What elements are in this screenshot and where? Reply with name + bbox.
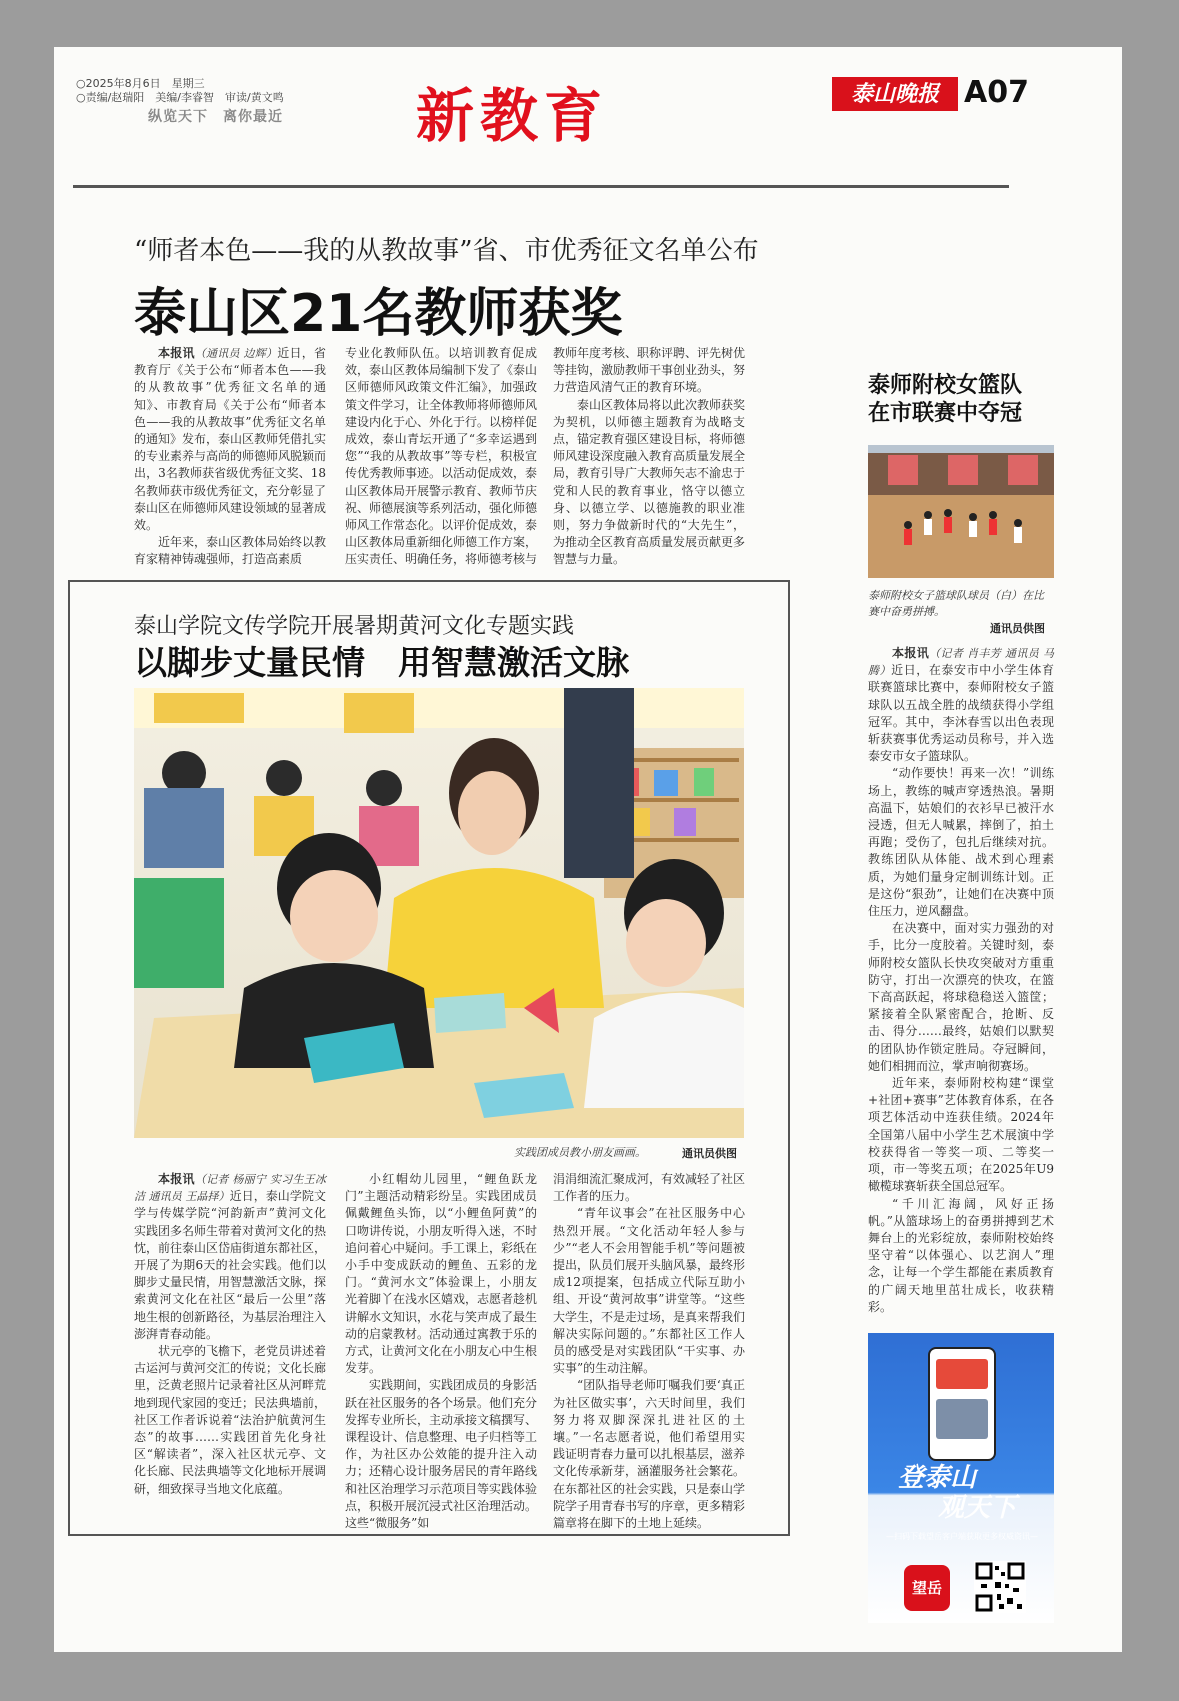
date-line: ○2025年8月6日 星期三 bbox=[76, 77, 205, 90]
story3-p5: “千川汇海阔，风好正扬帆。”从篮球场上的奋勇拼搏到艺术舞台上的光彩绽放，泰师附校始终坚守着“以体强心、以艺润人”理念，让每一个学生都能在素质教育的广阔天地里茁壮成长，收获精彩。 bbox=[868, 1196, 1054, 1314]
story2-kicker: 泰山学院文传学院开展暑期黄河文化专题实践 bbox=[134, 614, 575, 639]
story1-col1-p1: 近日，省教育厅《关于公布“师者本色——我的从教故事”优秀征文名单的通知》、市教育局《关于公布“师者本色——我的从教故事”优秀征文名单的通知》发布，泰山区教师凭借扎实的专业素养与高尚的师德师风脱颖而出，3名教师获省级优秀征文奖、18名教师获市级优秀征文，充分彰显了泰山区在师德师风建设领域的显著成效。 bbox=[134, 346, 327, 533]
story3-photo-credit: 通讯员供图 bbox=[990, 622, 1045, 635]
story3-p4: 近年来，泰师附校构建“课堂+社团+赛事”艺体教育体系，在各项艺体活动中连获佳绩。2024年全国第八届中小学生艺术展演中学校获得省一等奖一项、二等奖一项，市一等奖五项；在2025年U9橄榄球赛斩获全国总冠军。 bbox=[868, 1076, 1054, 1194]
newspaper-page bbox=[54, 47, 1122, 1652]
story3-p3: 在决赛中，面对实力强劲的对手，比分一度胶着。关键时刻，泰师附校女篮队长快攻突破对方重重防守，打出一次漂亮的快攻，在篮下高高跃起，将球稳稳送入篮筐；紧接着全队紧密配合，抢断、反击、得分……最终，姑娘们以默契的团队协作锁定胜局。夺冠瞬间，她们相拥而泣，掌声响彻赛场。 bbox=[868, 921, 1054, 1073]
story1-col1 bbox=[134, 345, 327, 567]
story1-col3 bbox=[553, 345, 746, 567]
phone-icon bbox=[928, 1347, 996, 1461]
classroom-photo bbox=[134, 688, 744, 1138]
story2-lead-label: 本报讯 bbox=[158, 1172, 195, 1186]
story3-p1: 近日，在泰安市中小学生体育联赛篮球比赛中，泰师附校女子篮球队以五战全胜的战绩获得小学组冠军。其中，李沐春雪以出色表现斩获赛事优秀运动员称号，并入选泰安市女子篮球队。 bbox=[868, 663, 1054, 764]
story3-byline: （记者 肖丰芳 通讯员 马腾） bbox=[868, 647, 1054, 678]
section-title: 新教育 bbox=[416, 82, 609, 150]
app-ad bbox=[868, 1333, 1054, 1623]
story3-headline-line2: 在市联赛中夺冠 bbox=[868, 401, 1023, 426]
page-number: A07 bbox=[964, 75, 1029, 110]
story1-col2-p1: 专业化教师队伍。以培训教育促成效，泰山区教体局编制下发了《泰山区师德师风政策文件汇编》，加强政策文件学习，让全体教师将师德师风建设内化于心、外化于行。以榜样促成效，泰山青坛开通了“多幸运遇到您”“我的从教故事”等专栏，积极宣传优秀教师事迹。以活动促成效，泰山区教体局开展警示教育、教师节庆祝、师德展演等系列活动，强化师德师风工作常态化。以评价促成效，泰山区教体局重新细化师德工作方案，压实责任、明确任务，将师德考核与 bbox=[345, 346, 538, 567]
story1-lead-label: 本报讯 bbox=[158, 346, 195, 360]
story2-col3-p1: 涓涓细流汇聚成河，有效减轻了社区工作者的压力。 bbox=[553, 1172, 746, 1204]
story2-col2 bbox=[345, 1171, 538, 1531]
story1-col1-p2: 近年来，泰山区教体局始终以教育家精神铸魂强师，打造高素质 bbox=[134, 535, 327, 567]
story3-photo-caption: 泰师附校女子篮球队球员（白）在比赛中奋勇拼搏。 bbox=[868, 589, 1044, 618]
story2-col3-p2: “青年议事会”在社区服务中心热烈开展。“文化活动年轻人参与少”“老人不会用智能手机”等问题被提出，队员们展开头脑风暴，最终形成12项提案，包括成立代际互助小组、开设“黄河故事”讲堂等。“这些大学生，不是走过场，是真来帮我们解决实际问题的。”东都社区工作人员的感受是对实践团队“干实事、办实事”的生动注解。 bbox=[553, 1206, 746, 1376]
app-logo: 望岳 bbox=[904, 1565, 950, 1611]
story2-col1-p2: 状元亭的飞檐下，老党员讲述着古运河与黄河交汇的传说；文化长廊里，泛黄老照片记录着社区从河畔荒地到现代家园的变迁；民法典墙前，社区工作者诉说着“法治护航黄河生态”的故事……实践团首先化身社区“解读者”，深入社区状元亭、文化长廊、民法典墙等文化地标开展调研，细致探寻当地文化底蕴。 bbox=[134, 1344, 327, 1496]
story2-col2-p2: 实践期间，实践团成员的身影活跃在社区服务的各个场景。他们充分发挥专业所长，主动承接文稿撰写、课程设计、信息整理、电子归档等工作，为社区办公效能的提升注入动力；还精心设计服务居民的青年路线和社区治理学习示范项目等实践体验点，积极开展沉浸式社区治理活动。这些“微服务”如 bbox=[345, 1378, 538, 1531]
story1-col3-p1: 教师年度考核、职称评聘、评先树优等挂钩，激励教师干事创业劲头，努力营造风清气正的教育环境。 bbox=[553, 346, 746, 395]
story1-kicker: “师者本色——我的从教故事”省、市优秀征文名单公布 bbox=[134, 236, 759, 266]
story2-photo bbox=[134, 688, 744, 1138]
story2-photo-caption: 实践团成员教小朋友画画。 bbox=[514, 1146, 646, 1159]
story3-p2: “动作要快！再来一次！”训练场上，教练的喊声穿透热浪。暑期高温下，姑娘们的衣衫早已被汗水浸透，但无人喊累，摔倒了，拍土再跑；受伤了，包扎后继续对抗。教练团队从体能、战术到心理素质，为她们量身定制训练计划。正是这份“狠劲”，让她们在决赛中顶住压力，逆风翻盘。 bbox=[868, 766, 1054, 919]
ad-slogan-line2: 观天下 bbox=[938, 1493, 1017, 1523]
story2-col3-p3: “团队指导老师叮嘱我们要‘真正为社区做实事’，六天时间里，我们努力将双脚深深扎进社区的土壤。”一名志愿者说，他们希望用实践证明青春力量可以扎根基层，滋养文化传承新芽，涵灌服务社会繁花。在东都社区的社会实践，只是泰山学院学子用青春书写的序章，更多精彩篇章将在脚下的土地上延续。 bbox=[553, 1378, 746, 1531]
header-rule bbox=[73, 185, 1009, 188]
story2-headline: 以脚步丈量民情 用智慧激活文脉 bbox=[134, 643, 629, 682]
story2-photo-credit: 通讯员供图 bbox=[682, 1147, 737, 1160]
editors-line: ○责编/赵瑞阳 美编/李睿智 审读/黄文鸣 bbox=[76, 91, 284, 104]
story2-col3 bbox=[553, 1171, 746, 1531]
slogan: 纵览天下 离你最近 bbox=[148, 109, 283, 125]
story3-lead-label: 本报讯 bbox=[892, 646, 930, 660]
qr-code-icon bbox=[974, 1561, 1026, 1613]
story2-col2-p1: 小红帽幼儿园里，“鲤鱼跃龙门”主题活动精彩纷呈。实践团成员佩戴鲤鱼头饰，以“小鲤鱼阿黄”的口吻讲传说，小朋友听得入迷，不时追问着心中疑问。手工课上，彩纸在小手中变成跃动的鲤鱼、五彩的龙门。“黄河水文”体验课上，小朋友光着脚丫在浅水区嬉戏，志愿者趁机讲解水文知识，水花与笑声成了最生动的启蒙教材。活动通过寓教于乐的方式，让黄河文化在小朋友心中生根发芽。 bbox=[345, 1172, 538, 1376]
basketball-photo bbox=[868, 445, 1054, 578]
ad-slogan bbox=[898, 1463, 1038, 1523]
story3-body bbox=[868, 645, 1054, 1314]
story2-byline: （记者 杨丽宁 实习生王冰洁 通讯员 王晶择） bbox=[134, 1173, 326, 1204]
story1-col2 bbox=[345, 345, 538, 567]
ad-slogan-line1: 登泰山 bbox=[898, 1463, 977, 1493]
story1-headline: 泰山区21名教师获奖 bbox=[134, 284, 623, 344]
story1-col3-p2: 泰山区教体局将以此次教师获奖为契机，以师德主题教育为战略支点，锚定教育强区建设目标，将师德师风建设深度融入教育高质量发展全局，教育引导广大教师矢志不渝忠于党和人民的教育事业，恪守以德立身、以德立学、以德施教的职业准则，努力争做新时代的“大先生”，为推动全区教育高质量发展贡献更多智慧与力量。 bbox=[553, 397, 746, 567]
story3-photo bbox=[868, 445, 1054, 578]
story2-col1-p1: 近日，泰山学院文学与传媒学院“河韵新声”黄河文化实践团多名师生带着对黄河文化的热忱，前往泰山区岱庙街道东都社区，开展了为期6天的社会实践。他们以脚步丈量民情，用智慧激活文脉，探索黄河文化在社区“最后一公里”落地生根的创新路径，为基层治理注入澎湃青春动能。 bbox=[134, 1189, 327, 1341]
story3-headline bbox=[868, 372, 1078, 428]
ad-subtext: —扫码下载望岳客户端获取更多权威资讯— bbox=[886, 1532, 1038, 1541]
story3-headline-line1: 泰师附校女篮队 bbox=[868, 373, 1023, 398]
newspaper-logo: 泰山晚报 bbox=[832, 77, 958, 111]
story1-byline: （通讯员 边辉） bbox=[194, 347, 278, 360]
story2-col1 bbox=[134, 1171, 326, 1519]
